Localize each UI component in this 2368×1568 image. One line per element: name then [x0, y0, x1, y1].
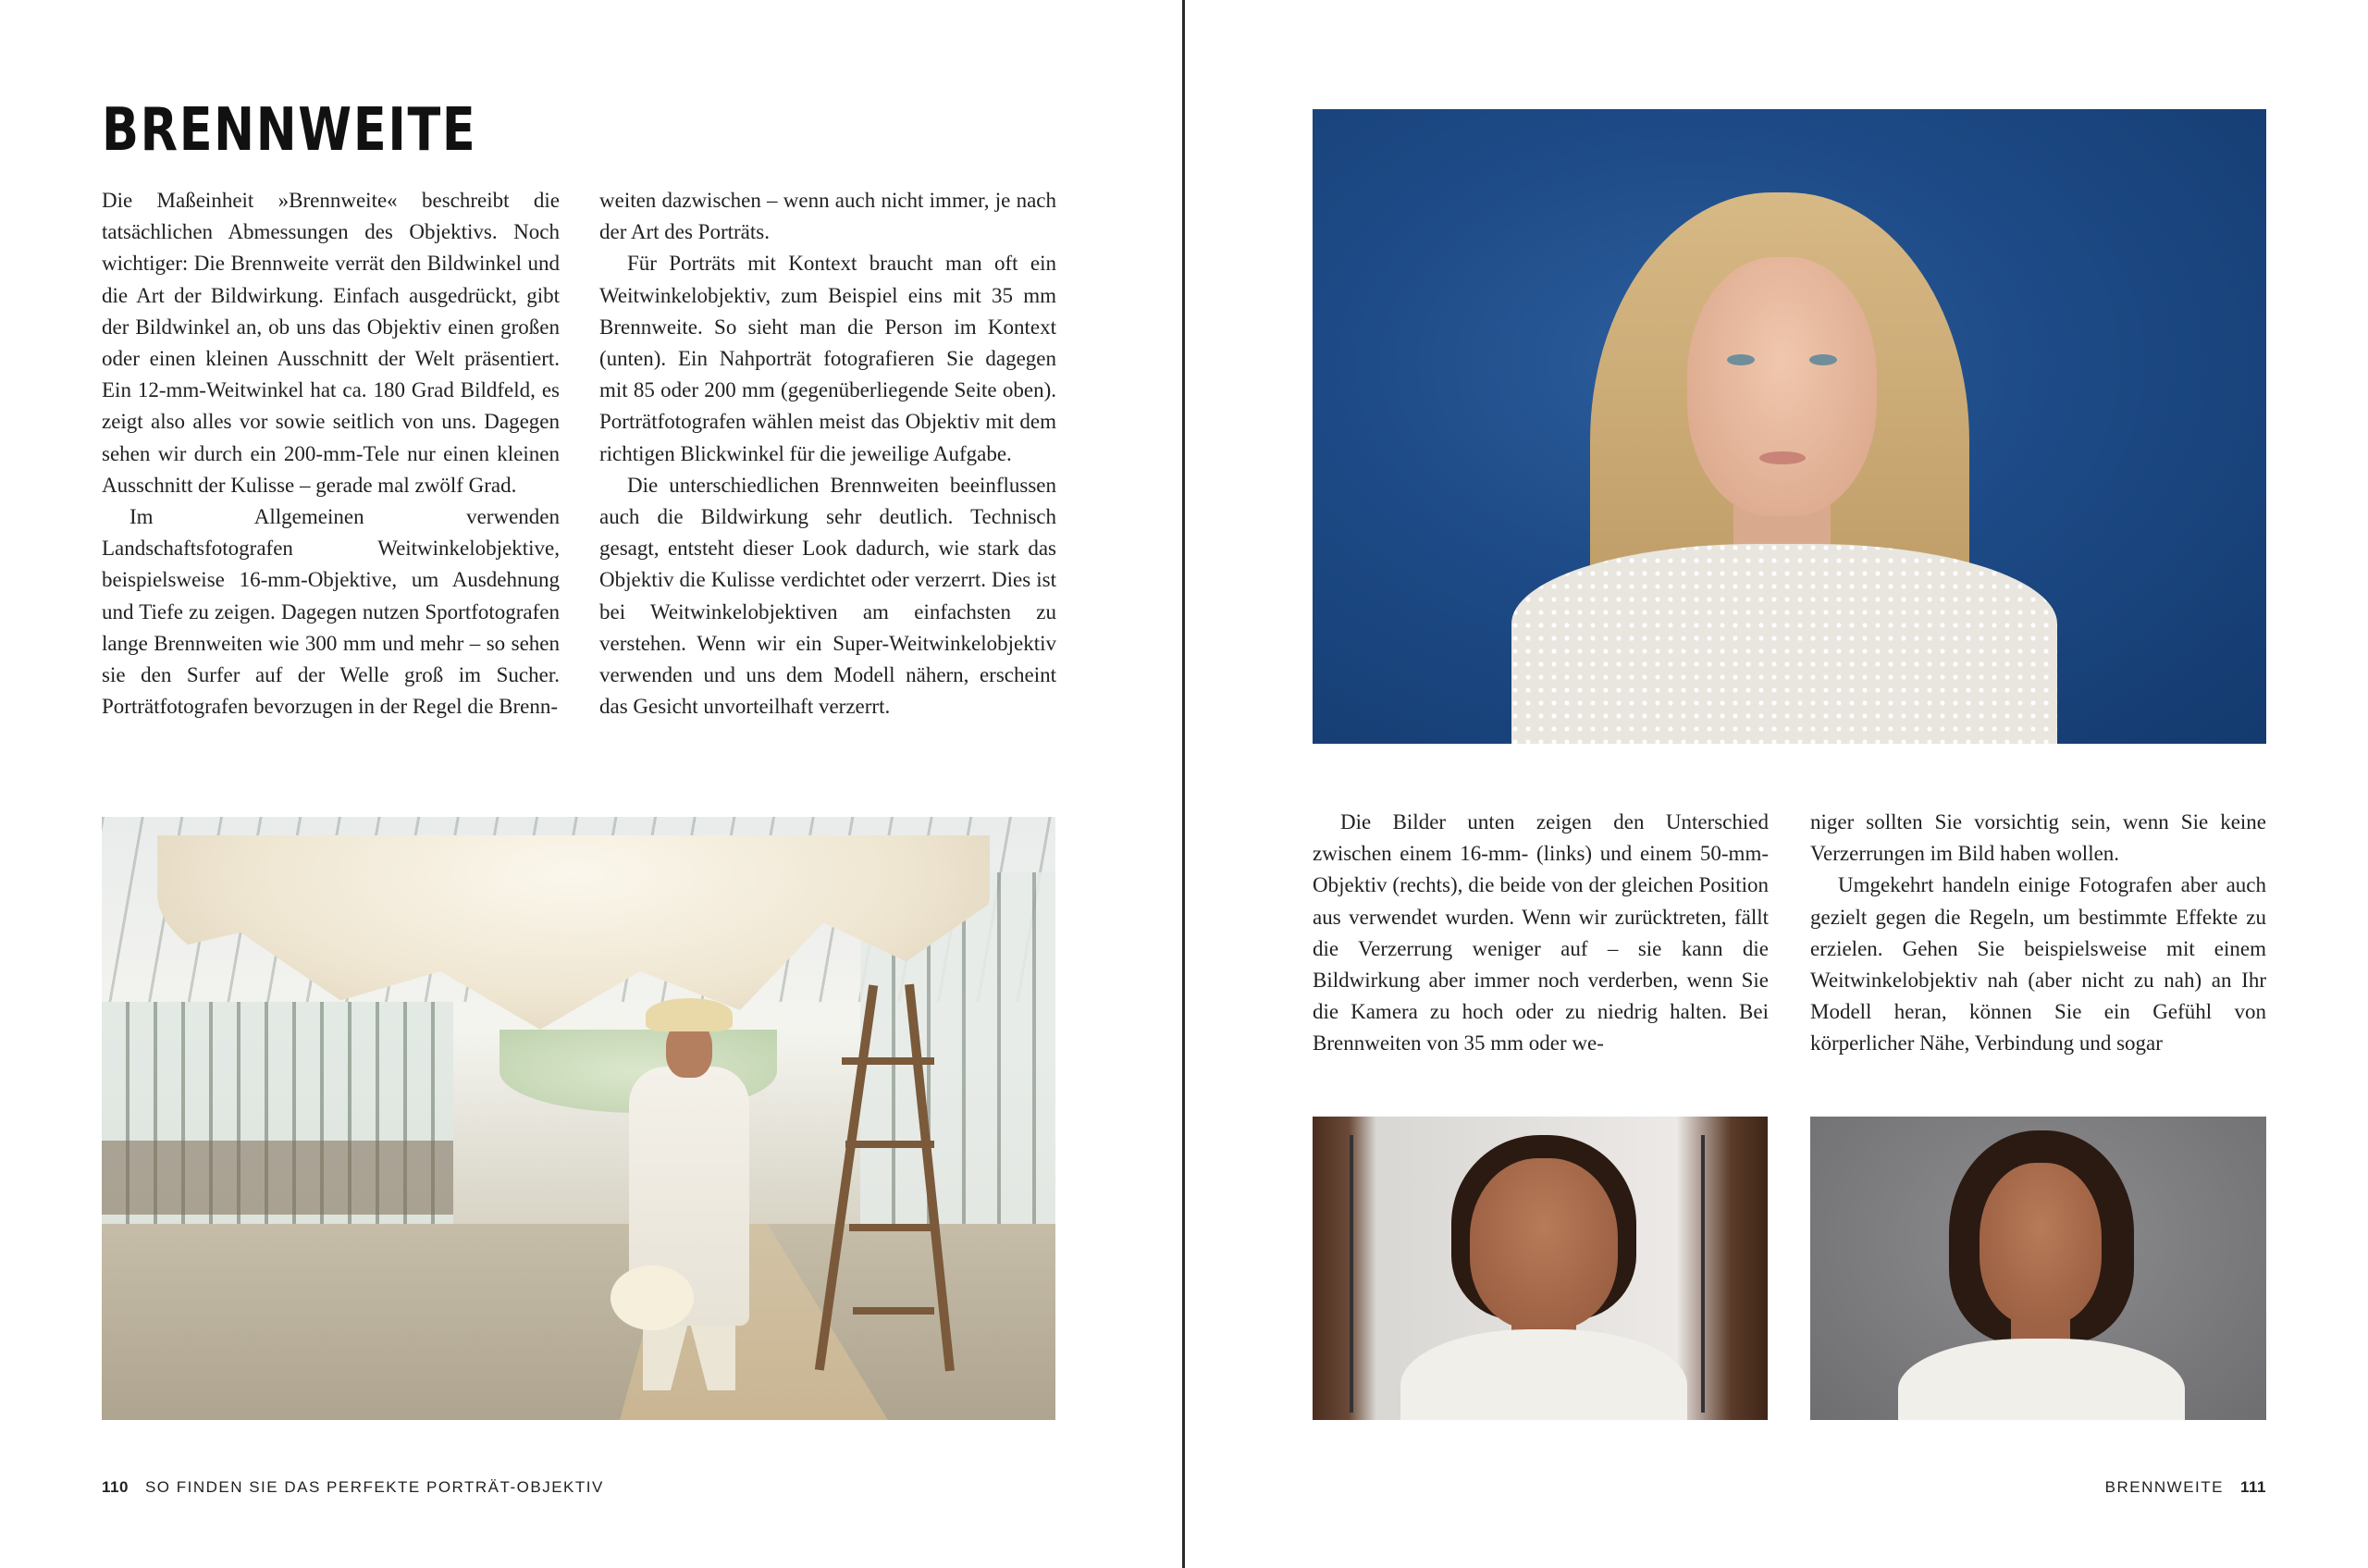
left-folio [102, 1478, 604, 1497]
running-head: BRENNWEITE [2104, 1478, 2224, 1496]
left-page [0, 0, 1182, 1568]
paragraph: Im Allgemeinen verwenden Landschaftsfotografen Weitwinkelobjektive, beispielsweise 16-mm-Objektive, um Ausdehnung und Tiefe zu zeigen. Dagegen nutzen Sportfotografen lange Brennweiten wie 300 mm und mehr – so sehen sie den Surfer auf der Welle groß im Sucher. Porträtfotografen bevorzugen in der Regel die Brenn- [102, 505, 560, 719]
portrait-16mm-photo [1313, 1117, 1768, 1420]
running-head: SO FINDEN SIE DAS PERFEKTE PORTRÄT-OBJEKTIV [144, 1478, 604, 1496]
page-number: 111 [2240, 1478, 2266, 1496]
paragraph: Die Bilder unten zeigen den Unterschied zwischen einem 16-mm- (links) und einem 50-mm-Objektiv (rechts), die beide von der gleichen Position aus verwendet wurden. Wenn wir zurücktreten, fällt die Verzerrung weniger auf – sie kann die Bildwirkung aber immer noch verderben, wenn Sie die Kamera zu hoch oder zu niedrig halten. Bei Brennweiten von 35 mm oder we- [1313, 810, 1769, 1056]
paragraph: Für Porträts mit Kontext braucht man oft ein Weitwinkelobjektiv, zum Beispiel eins mit 35 mm Brennweite. So sieht man die Person im Kontext (unten). Ein Nahporträt fotografieren Sie dagegen mit 85 oder 200 mm (gegenüberliegende Seite oben). Porträtfotografen wählen meist das Objektiv mit dem richtigen Blickwinkel für die jeweilige Aufgabe. [599, 252, 1056, 465]
chapter-heading: BRENNWEITE [102, 96, 477, 165]
blue-background-portrait-photo [1313, 109, 2266, 744]
right-text-column-1 [1313, 807, 1769, 1060]
right-text-column-2 [1810, 807, 2266, 1060]
paragraph: Die unterschiedlichen Brennweiten beeinflussen auch die Bildwirkung sehr deutlich. Technisch gesagt, entsteht dieser Look dadurch, wie stark das Objektiv die Kulisse verdichtet oder verzerrt. Dies ist bei Weitwinkelobjektiven am einfachsten zu verstehen. Wenn wir ein Super-Weitwinkelobjektiv verwenden und uns dem Modell nähern, erscheint das Gesicht unvorteilhaft verzerrt. [599, 473, 1056, 719]
paragraph: Umgekehrt handeln einige Fotografen aber auch gezielt gegen die Regeln, um bestimmte Effekte zu erzielen. Gehen Sie beispielsweise mit einem Weitwinkelobjektiv nah (aber nicht zu nah) an Ihr Modell heran, können Sie ein Gefühl von körperlicher Nähe, Verbindung und sogar [1810, 873, 2266, 1056]
left-text-column-2 [599, 185, 1056, 722]
paragraph: Die Maßeinheit »Brennweite« beschreibt die tatsächlichen Abmessungen des Objektivs. Noch wichtiger: Die Brennweite verrät den Bildwinkel und die Art der Bildwirkung. Einfach ausgedrückt, gibt der Bildwinkel an, ob uns das Objektiv einen großen oder einen kleinen Ausschnitt der Welt präsentiert. Ein 12-mm-Weitwinkel hat ca. 180 Grad Bildfeld, es zeigt also alles vor sowie seitlich von uns. Dagegen sehen wir durch ein 200-mm-Tele nur einen kleinen Ausschnitt der Kulisse – gerade mal zwölf Grad. [102, 189, 560, 497]
greenhouse-portrait-photo [102, 817, 1055, 1420]
paragraph: weiten dazwischen – wenn auch nicht immer, je nach der Art des Porträts. [599, 189, 1056, 244]
left-text-column-1 [102, 185, 560, 722]
right-folio [2105, 1478, 2266, 1497]
page-number: 110 [102, 1478, 129, 1496]
paragraph: niger sollten Sie vorsichtig sein, wenn Sie keine Verzerrungen im Bild haben wollen. [1810, 810, 2266, 866]
portrait-50mm-photo [1810, 1117, 2266, 1420]
